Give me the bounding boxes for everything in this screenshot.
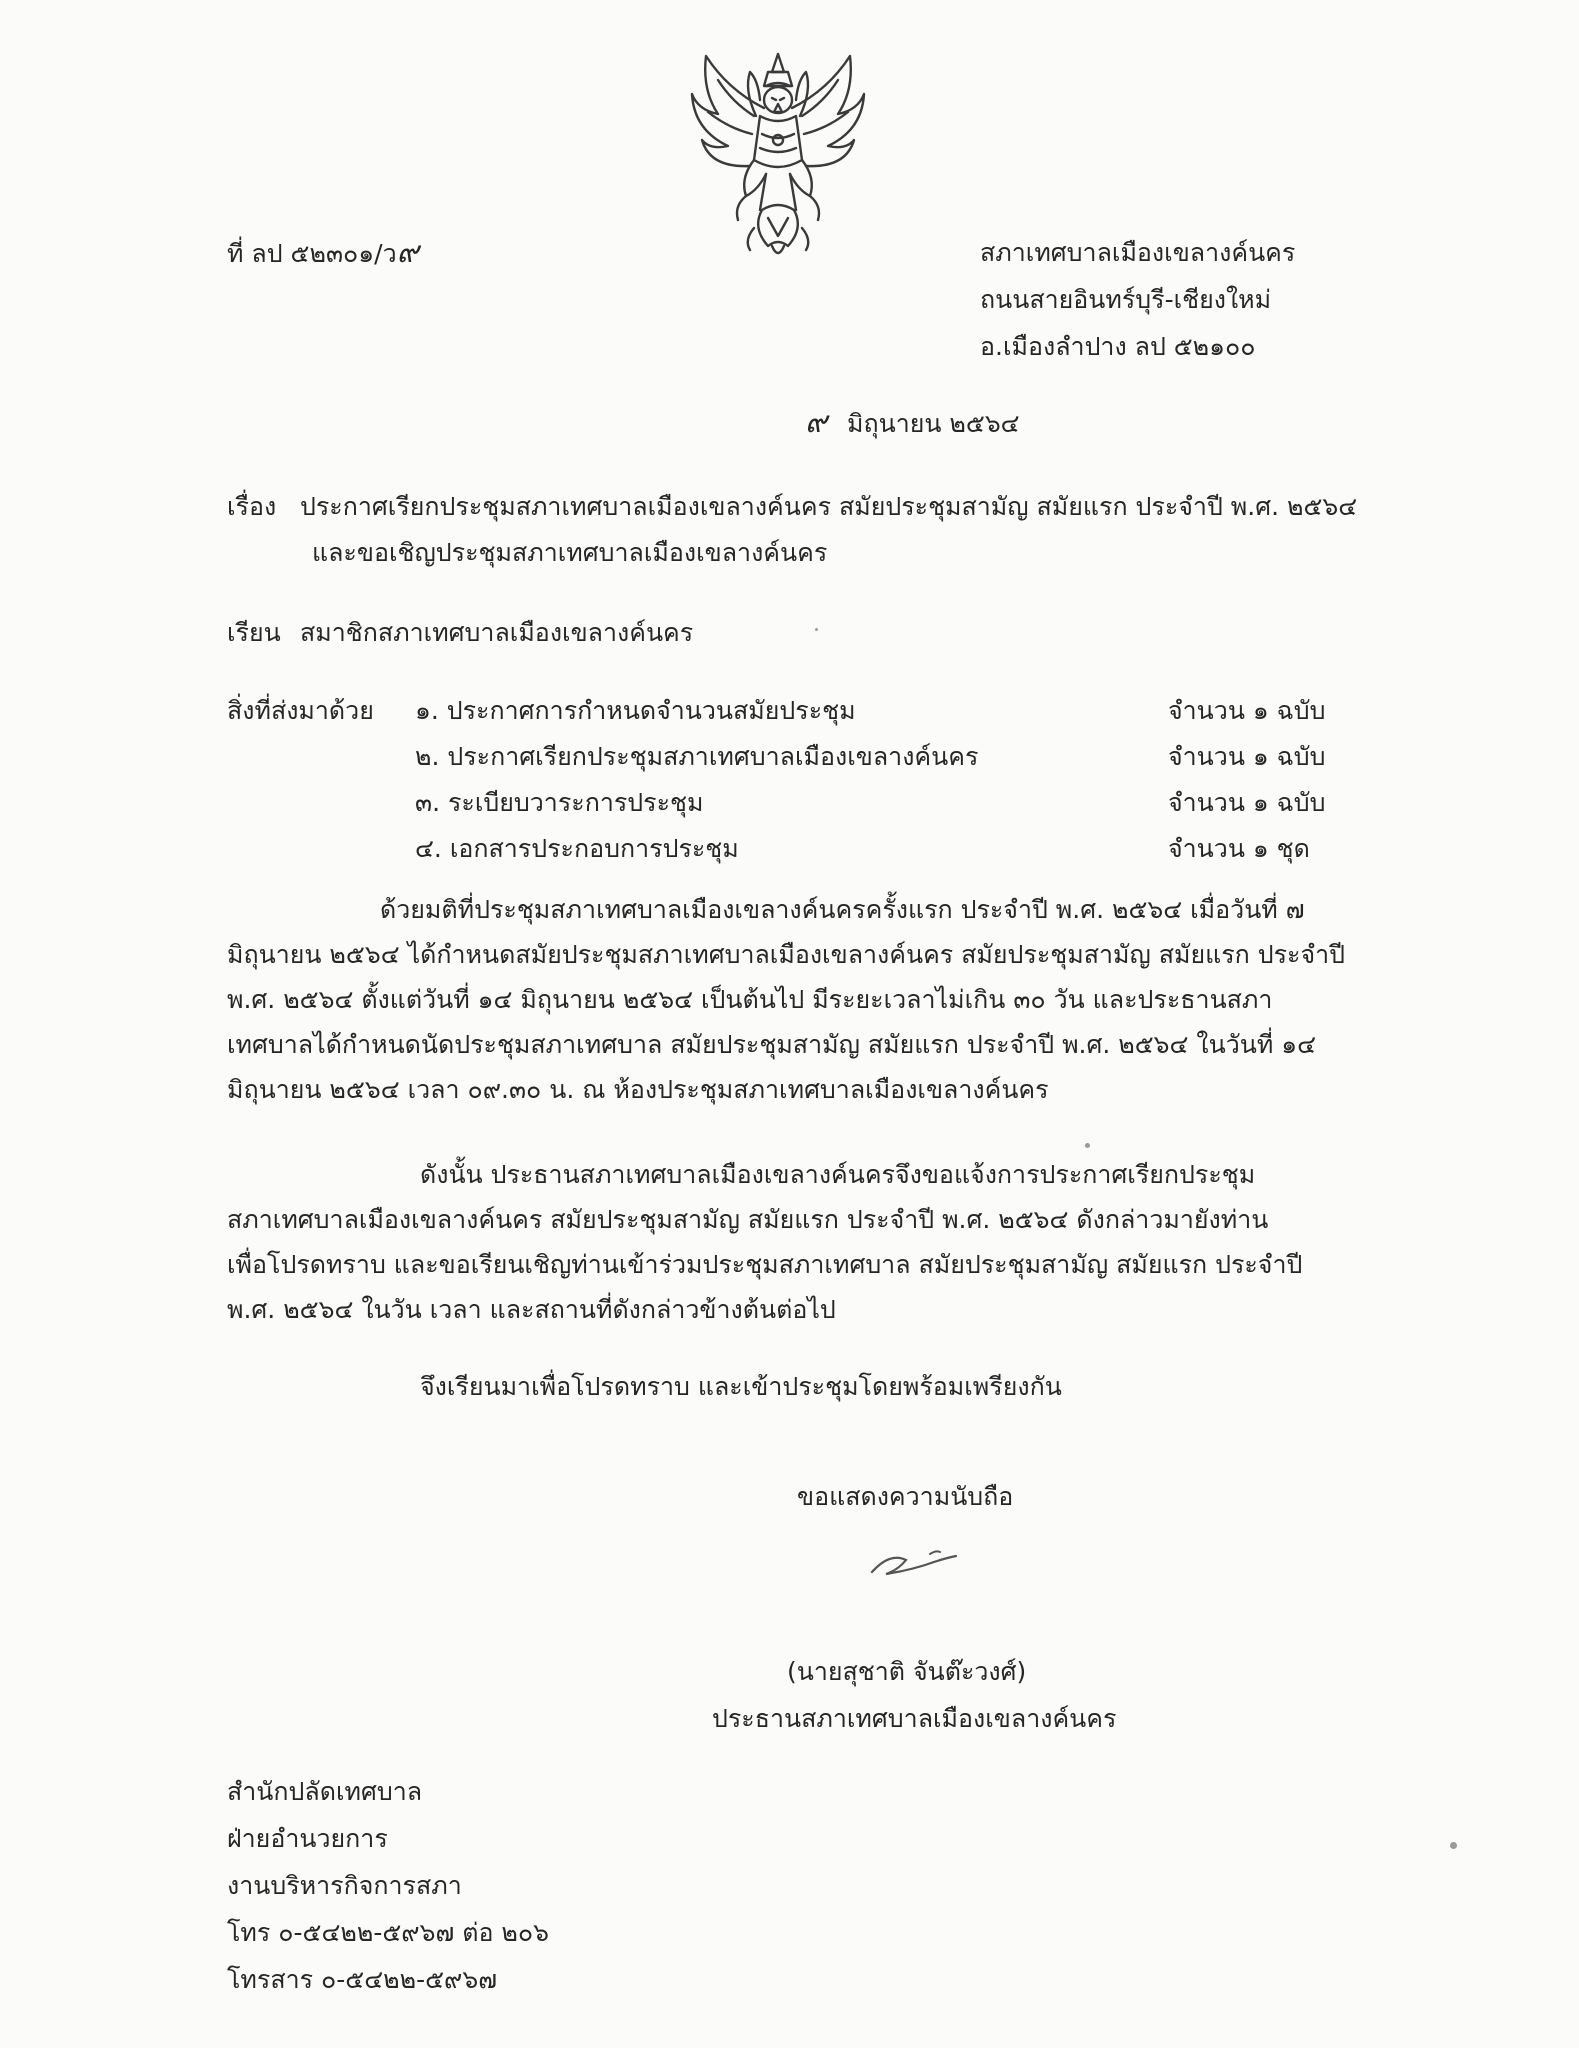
body-para2-line: ดังนั้น ประธานสภาเทศบาลเมืองเขลางค์นครจึงขอแจ้งการประกาศเรียกประชุม bbox=[420, 1160, 1256, 1189]
attachment-item: ๒. ประกาศเรียกประชุมสภาเทศบาลเมืองเขลางค์นคร bbox=[415, 742, 979, 771]
body-para1-line: มิถุนายน ๒๕๖๔ เวลา ๐๙.๓๐ น. ณ ห้องประชุมสภาเทศบาลเมืองเขลางค์นคร bbox=[227, 1075, 1049, 1104]
reference-handwritten-number: ๙ bbox=[396, 235, 419, 270]
scan-speck bbox=[1085, 1143, 1090, 1148]
body-para3: จึงเรียนมาเพื่อโปรดทราบ และเข้าประชุมโดยพร้อมเพรียงกัน bbox=[420, 1372, 1062, 1401]
body-para2-line: พ.ศ. ๒๕๖๔ ในวัน เวลา และสถานที่ดังกล่าวข้างต้นต่อไป bbox=[227, 1295, 836, 1324]
subject-line-1: ประกาศเรียกประชุมสภาเทศบาลเมืองเขลางค์นคร สมัยประชุมสามัญ สมัยแรก ประจำปี พ.ศ. ๒๕๖๔ bbox=[300, 492, 1358, 521]
scan-speck bbox=[815, 628, 818, 631]
body-para1-line: มิถุนายน ๒๕๖๔ ได้กำหนดสมัยประชุมสภาเทศบาลเมืองเขลางค์นคร สมัยประชุมสามัญ สมัยแรก ประจำปี bbox=[227, 940, 1346, 969]
attachment-qty: จำนวน ๑ ฉบับ bbox=[1168, 788, 1326, 817]
footer-line: สำนักปลัดเทศบาล bbox=[227, 1777, 423, 1806]
body-para2-line: เพื่อโปรดทราบ และขอเรียนเชิญท่านเข้าร่วมประชุมสภาเทศบาล สมัยประชุมสามัญ สมัยแรก ประจำปี bbox=[227, 1250, 1303, 1279]
letter-date bbox=[805, 406, 1020, 441]
subject-line-2: และขอเชิญประชุมสภาเทศบาลเมืองเขลางค์นคร bbox=[312, 538, 828, 567]
attachment-item: ๓. ระเบียบวาระการประชุม bbox=[415, 788, 704, 817]
to-recipient: สมาชิกสภาเทศบาลเมืองเขลางค์นคร bbox=[300, 618, 694, 647]
body-para2-line: สภาเทศบาลเมืองเขลางค์นคร สมัยประชุมสามัญ สมัยแรก ประจำปี พ.ศ. ๒๕๖๔ ดังกล่าวมายังท่าน bbox=[227, 1205, 1269, 1234]
body-para1-line: พ.ศ. ๒๕๖๔ ตั้งแต่วันที่ ๑๔ มิถุนายน ๒๕๖๔ เป็นต้นไป มีระยะเวลาไม่เกิน ๓๐ วัน และประธานสภา bbox=[227, 985, 1273, 1014]
attachment-item: ๑. ประกาศการกำหนดจำนวนสมัยประชุม bbox=[415, 696, 856, 725]
reference-number bbox=[227, 236, 419, 271]
garuda-emblem-icon bbox=[688, 50, 868, 265]
org-name: สภาเทศบาลเมืองเขลางค์นคร bbox=[980, 238, 1296, 267]
signatory-title: ประธานสภาเทศบาลเมืองเขลางค์นคร bbox=[712, 1704, 1117, 1733]
closing-regards: ขอแสดงความนับถือ bbox=[797, 1482, 1014, 1511]
attachment-qty: จำนวน ๑ ฉบับ bbox=[1168, 742, 1326, 771]
attachment-qty: จำนวน ๑ ฉบับ bbox=[1168, 696, 1326, 725]
footer-fax: โทรสาร ๐-๕๔๒๒-๕๙๖๗ bbox=[227, 1965, 498, 1994]
footer-line: งานบริหารกิจการสภา bbox=[227, 1871, 462, 1900]
scan-speck bbox=[1450, 1842, 1457, 1849]
to-label: เรียน bbox=[227, 618, 281, 647]
attachments-label: สิ่งที่ส่งมาด้วย bbox=[227, 696, 374, 725]
footer-phone: โทร ๐-๕๔๒๒-๕๙๖๗ ต่อ ๒๐๖ bbox=[227, 1918, 550, 1947]
body-para1-line: เทศบาลได้กำหนดนัดประชุมสภาเทศบาล สมัยประชุมสามัญ สมัยแรก ประจำปี พ.ศ. ๒๕๖๔ ในวันที่ ๑๔ bbox=[227, 1030, 1317, 1059]
attachment-qty: จำนวน ๑ ชุด bbox=[1168, 834, 1310, 863]
footer-line: ฝ่ายอำนวยการ bbox=[227, 1824, 388, 1853]
attachment-item: ๔. เอกสารประกอบการประชุม bbox=[415, 834, 739, 863]
subject-label: เรื่อง bbox=[227, 492, 277, 521]
body-para1-line: ด้วยมติที่ประชุมสภาเทศบาลเมืองเขลางค์นครครั้งแรก ประจำปี พ.ศ. ๒๕๖๔ เมื่อวันที่ ๗ bbox=[380, 895, 1305, 924]
signature-mark bbox=[860, 1540, 970, 1590]
date-day-handwritten: ๙ bbox=[805, 405, 827, 440]
org-street: ถนนสายอินทร์บุรี-เชียงใหม่ bbox=[980, 285, 1272, 314]
org-district: อ.เมืองลำปาง ลป ๕๒๑๐๐ bbox=[980, 332, 1256, 361]
signatory-name: (นายสุชาติ จันต๊ะวงศ์) bbox=[787, 1657, 1027, 1686]
date-month-year: มิถุนายน ๒๕๖๔ bbox=[846, 409, 1020, 438]
reference-prefix: ที่ ลป ๕๒๓๐๑/ว bbox=[227, 239, 397, 268]
